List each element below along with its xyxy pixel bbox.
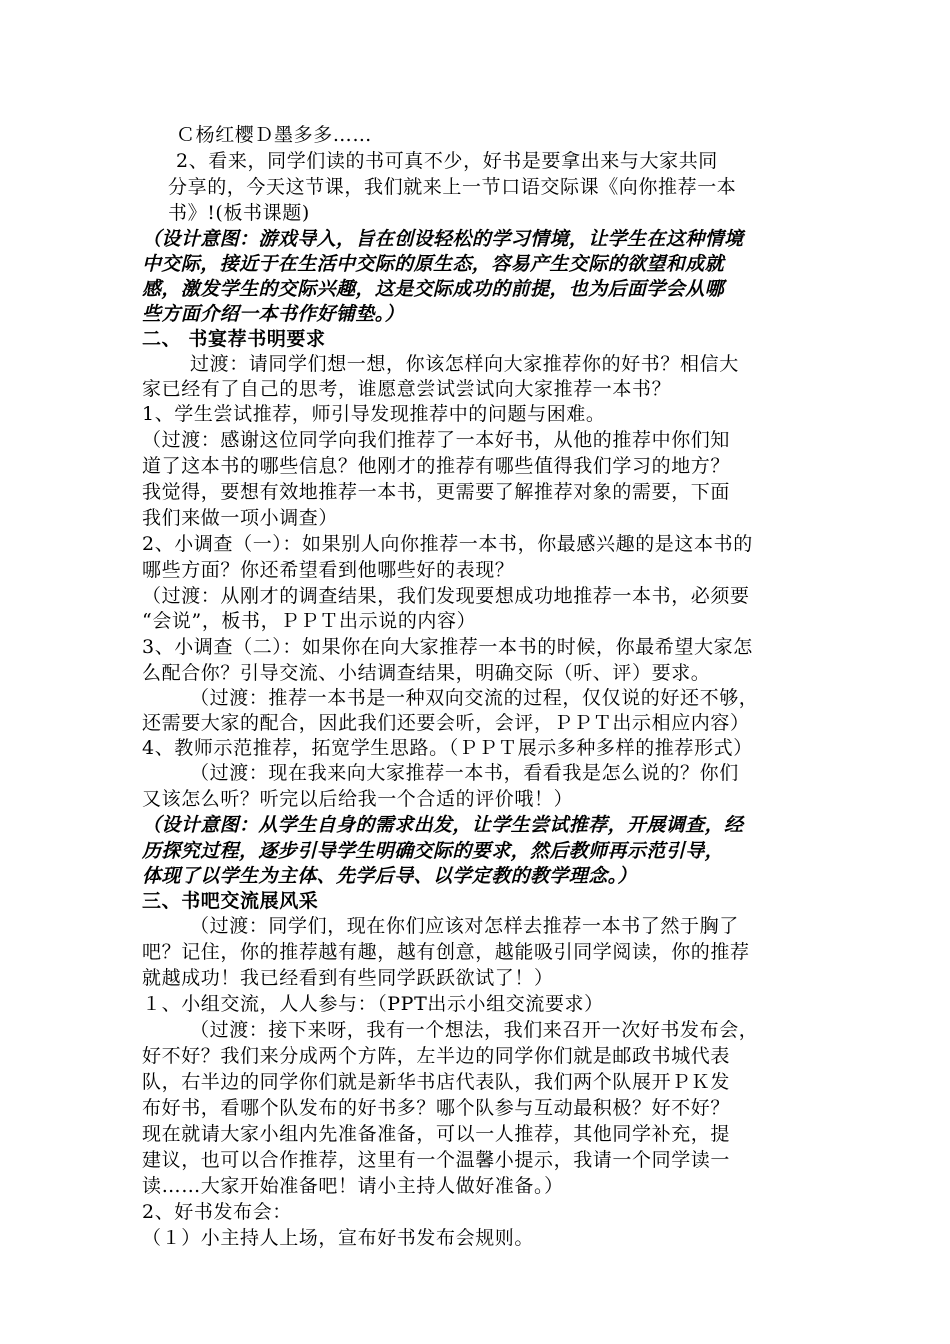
design-intent-note: 体现了以学生为主体、先学后导、以学定教的教学理念。） <box>142 865 637 887</box>
paragraph-line: （过渡：接下来呀，我有一个想法，我们来召开一次好书发布会， <box>190 1019 759 1041</box>
paragraph-line: 4、教师示范推荐，拓宽学生思路。（ＰＰＴ展示多种多样的推荐形式） <box>142 737 753 759</box>
paragraph-line: （过渡：同学们，现在你们应该对怎样去推荐一本书了然于胸了 <box>190 915 739 937</box>
paragraph-line: （１）小主持人上场，宣布好书发布会规则。 <box>142 1227 535 1249</box>
section-heading: 三、书吧交流展风采 <box>142 890 319 912</box>
paragraph-line: 队，右半边的同学你们就是新华书店代表队，我们两个队展开ＰＫ发 <box>142 1071 731 1093</box>
design-intent-note: 中交际，接近于在生活中交际的原生态，容易产生交际的欲望和成就 <box>142 253 725 275</box>
paragraph-line: 么配合你？引导交流、小结调查结果，明确交际（听、评）要求。 <box>142 662 711 684</box>
paragraph-line: 2、小调查（一）：如果别人向你推荐一本书，你最感兴趣的是这本书的 <box>142 533 753 555</box>
paragraph-line: 过渡：请同学们想一想，你该怎样向大家推荐你的好书？相信大 <box>190 353 739 375</box>
paragraph-line: （过渡：从刚才的调查结果，我们发现要想成功地推荐一本书，必须要 <box>142 585 750 607</box>
paragraph-line: 读……大家开始准备吧！请小主持人做好准备。） <box>142 1175 564 1197</box>
paragraph-line: 现在就请大家小组内先准备准备，可以一人推荐，其他同学补充，提 <box>142 1123 731 1145</box>
paragraph-line: “会说”，板书，ＰＰＴ出示说的内容） <box>142 610 477 632</box>
paragraph-line: 我觉得，要想有效地推荐一本书，更需要了解推荐对象的需要，下面 <box>142 481 731 503</box>
section-heading: 二、 书宴荐书明要求 <box>142 328 326 350</box>
paragraph-line: 就越成功！我已经看到有些同学跃跃欲试了！） <box>142 967 554 989</box>
paragraph-line: 吧？记住，你的推荐越有趣，越有创意，越能吸引同学阅读，你的推荐 <box>142 941 750 963</box>
paragraph-line: 分享的，今天这节课，我们就来上一节口语交际课《向你推荐一本 <box>168 176 737 198</box>
paragraph-line: 3、小调查（二）：如果你在向大家推荐一本书的时候，你最希望大家怎 <box>142 636 753 658</box>
paragraph-line: 又该怎么听？听完以后给我一个合适的评价哦！） <box>142 788 574 810</box>
option-line: Ｃ杨红樱Ｄ墨多多…… <box>176 124 373 146</box>
paragraph-line: 1、学生尝试推荐，师引导发现推荐中的问题与困难。 <box>142 403 606 425</box>
paragraph-line: 布好书，看哪个队发布的好书多？哪个队参与互动最积极？好不好？ <box>142 1097 731 1119</box>
paragraph-line: 书》!(板书课题) <box>168 202 310 224</box>
design-intent-note: 些方面介绍一本书作好铺垫。） <box>142 303 405 325</box>
design-intent-note: 历探究过程，逐步引导学生明确交际的要求，然后教师再示范引导， <box>142 840 725 862</box>
paragraph-line: （过渡：推荐一本书是一种双向交流的过程，仅仅说的好还不够， <box>190 687 759 709</box>
paragraph-line: （过渡：现在我来向大家推荐一本书，看看我是怎么说的？你们 <box>190 762 739 784</box>
design-intent-note: 感，激发学生的交际兴趣，这是交际成功的前提，也为后面学会从哪 <box>142 278 725 300</box>
paragraph-line: 道了这本书的哪些信息？他刚才的推荐有哪些值得我们学习的地方？ <box>142 455 731 477</box>
paragraph-line: 建议，也可以合作推荐，这里有一个温馨小提示，我请一个同学读一 <box>142 1149 731 1171</box>
paragraph-line: （过渡：感谢这位同学向我们推荐了一本好书，从他的推荐中你们知 <box>142 429 731 451</box>
paragraph-line: １、小组交流，人人参与：（PPT出示小组交流要求） <box>142 993 604 1015</box>
design-intent-note: （设计意图：从学生自身的需求出发，让学生尝试推荐，开展调查，经 <box>142 814 744 836</box>
paragraph-line: 2、好书发布会： <box>142 1201 292 1223</box>
paragraph-line: 家已经有了自己的思考，谁愿意尝试尝试向大家推荐一本书？ <box>142 378 672 400</box>
paragraph-line: 哪些方面？你还希望看到他哪些好的表现？ <box>142 559 515 581</box>
paragraph-line: 好不好？我们来分成两个方阵，左半边的同学你们就是邮政书城代表 <box>142 1045 731 1067</box>
design-intent-note: （设计意图：游戏导入，旨在创设轻松的学习情境，让学生在这种情境 <box>142 228 744 250</box>
paragraph-line: 2、看来，同学们读的书可真不少，好书是要拿出来与大家共同 <box>176 150 718 172</box>
paragraph-line: 还需要大家的配合，因此我们还要会听，会评，ＰＰＴ出示相应内容） <box>142 712 750 734</box>
paragraph-line: 我们来做一项小调查） <box>142 507 339 529</box>
